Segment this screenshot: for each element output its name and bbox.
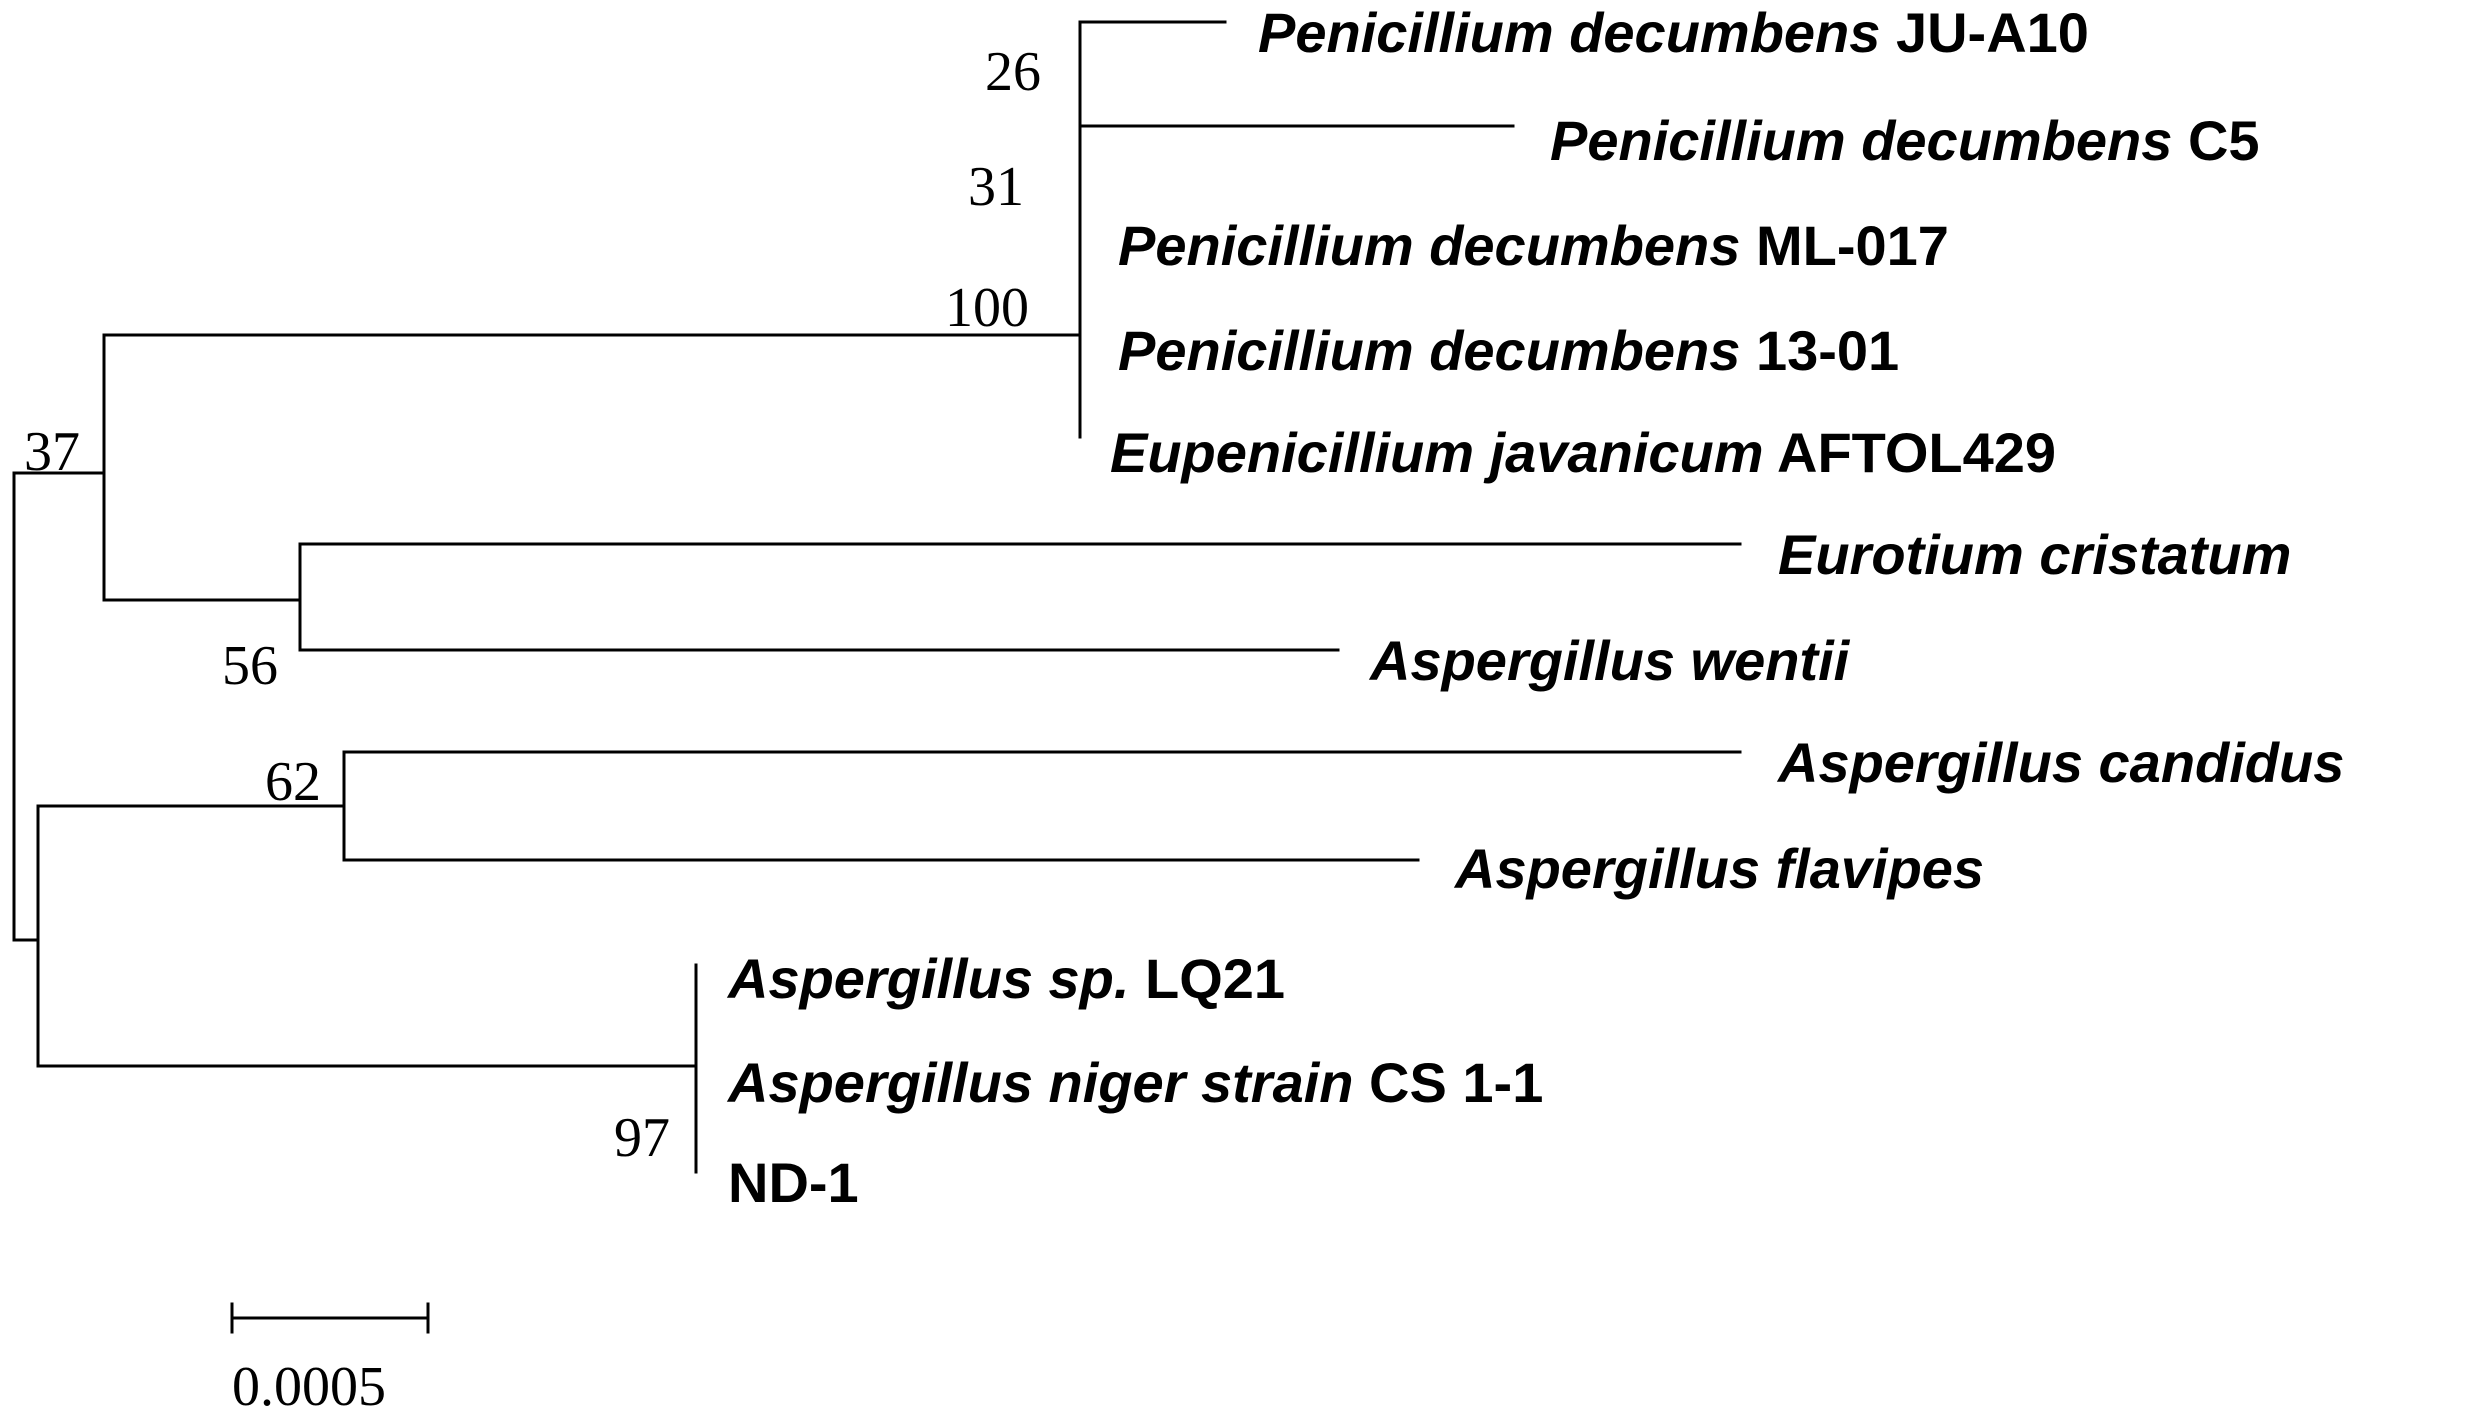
taxon-label-aspergillus-niger-cs1-1: Aspergillus niger strain CS 1-1 — [728, 1051, 1544, 1114]
taxon-label-c5: Penicillium decumbens C5 — [1550, 109, 2260, 172]
taxon-label-nd-1: ND-1 — [728, 1151, 859, 1214]
taxon-label-ml-017: Penicillium decumbens ML-017 — [1118, 214, 1949, 277]
taxon-label-aspergillus-lq21: Aspergillus sp. LQ21 — [728, 947, 1286, 1010]
bootstrap-37: 37 — [24, 421, 80, 483]
taxon-label-eurotium-cristatum: Eurotium cristatum — [1778, 523, 2292, 586]
taxon-label-13-01: Penicillium decumbens 13-01 — [1118, 319, 1900, 382]
bootstrap-56: 56 — [222, 635, 278, 697]
taxon-label-aspergillus-wentii: Aspergillus wentii — [1370, 629, 1850, 692]
bootstrap-100: 100 — [945, 277, 1029, 339]
scale-bar-label: 0.0005 — [232, 1356, 386, 1417]
bootstrap-62: 62 — [265, 751, 321, 813]
bootstrap-26: 26 — [985, 41, 1041, 103]
taxon-label-aftol429: Eupenicillium javanicum AFTOL429 — [1110, 421, 2057, 484]
bootstrap-97: 97 — [614, 1107, 670, 1169]
taxon-label-aspergillus-candidus: Aspergillus candidus — [1778, 731, 2345, 794]
taxon-label-aspergillus-flavipes: Aspergillus flavipes — [1455, 837, 1985, 900]
taxon-label-ju-a10: Penicillium decumbens JU-A10 — [1258, 1, 2089, 64]
scale-bar — [232, 1304, 428, 1417]
bootstrap-31: 31 — [968, 156, 1024, 218]
